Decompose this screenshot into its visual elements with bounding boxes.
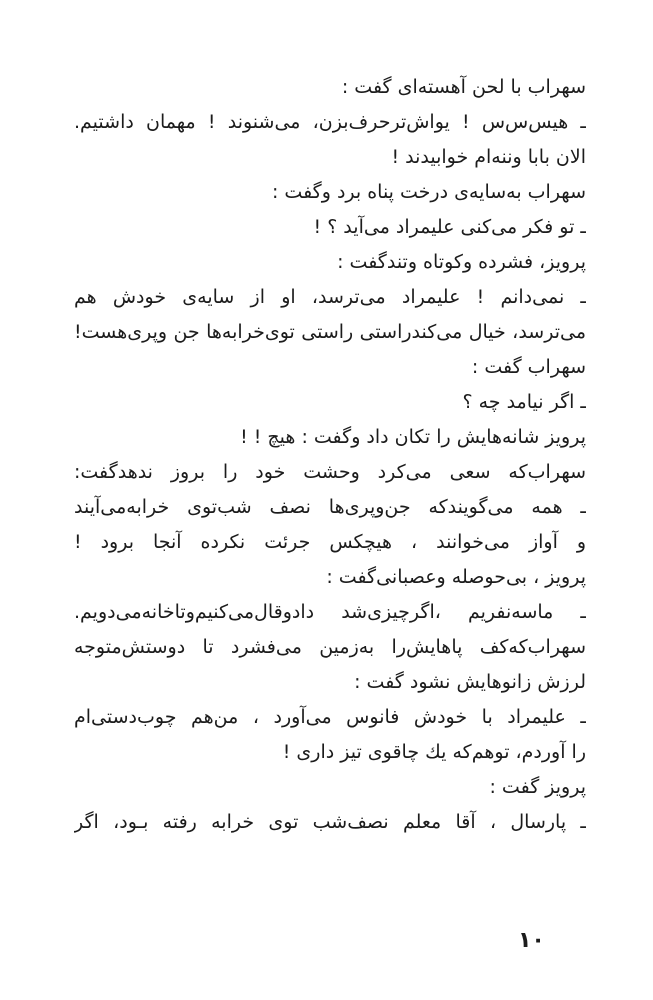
text-line: سهراب به‌سایه‌ی درخت پناه برد وگفت : <box>271 181 586 203</box>
text-line: ـ پارسال ، آقا معلم نصف‌شب توی خرابه رفته بـود، اگر <box>74 811 586 833</box>
text-line: سهراب گفت : <box>471 356 586 378</box>
text-line: ـ هیس‌س‌س ! یواش‌ترحرف‌بزن، می‌شنوند ! مهمان داشتیم. <box>74 111 586 133</box>
text-line: می‌ترسد، خیال می‌کندراستی راستی توی‌خرابه‌ها جن وپری‌هست! <box>74 321 586 343</box>
text-line: پرویز، فشرده وکوتاه وتندگفت : <box>337 251 586 273</box>
text-line: را آوردم، توهم‌که یك چاقوی تیز داری ! <box>282 741 586 763</box>
text-line: ـ اگر نیامد چه ؟ <box>462 391 586 413</box>
text-line: ـ ماسه‌نفریم ،اگرچیزی‌شد دادوقال‌می‌کنیم‌وتاخانه‌می‌دویم. <box>74 601 586 623</box>
text-line: الان بابا وننه‌ام خوابیدند ! <box>391 146 586 168</box>
text-line: سهراب با لحن آهسته‌ای گفت : <box>341 76 586 98</box>
text-line: پرویز گفت : <box>489 776 586 798</box>
text-line: ـ علیمراد با خودش فانوس می‌آورد ، من‌هم چوب‌دستی‌ام <box>74 706 586 728</box>
page-number: ۱۰ <box>518 928 545 953</box>
text-line: پرویز ، بی‌حوصله وعصبانی‌گفت : <box>326 566 586 588</box>
text-line: و آواز می‌خوانند ، هیچکس جرئت نکرده آنجا برود ! <box>74 531 586 553</box>
text-line: سهراب‌که سعی می‌کرد وحشت خود را بروز ندهدگفت: <box>74 461 586 483</box>
text-line: سهراب‌که‌کف پاهایش‌را به‌زمین می‌فشرد تا دوستش‌متوجه <box>74 636 586 658</box>
text-line: ـ تو فکر می‌کنی علیمراد می‌آید ؟ ! <box>313 216 586 238</box>
text-line: پرویز شانه‌هایش را تکان داد وگفت : هیچ ! ! <box>240 426 586 448</box>
text-line: لرزش زانوهایش نشود گفت : <box>354 671 586 693</box>
text-line: ـ همه می‌گویندکه جن‌وپری‌ها نصف شب‌توی خرابه‌می‌آیند <box>74 496 586 518</box>
story-text <box>74 70 586 840</box>
text-line: ـ نمی‌دانم ! علیمراد می‌ترسد، او از سایه‌ی خودش هم <box>74 286 586 308</box>
